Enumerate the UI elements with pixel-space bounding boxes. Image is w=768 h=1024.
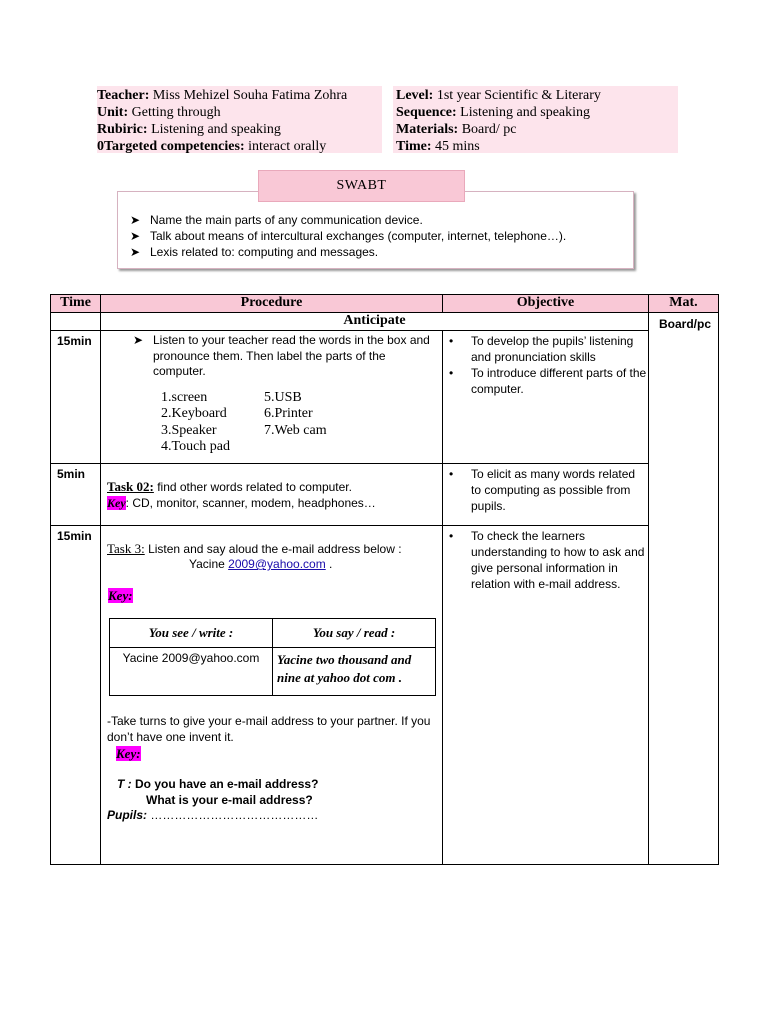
row3-task-line [107,541,402,557]
swabt-title: SWABT [258,170,465,202]
row3-key-wrap [108,588,133,604]
row3-email-name: Yacine [189,557,229,571]
section-spacer [51,313,101,331]
row2-task [101,464,442,511]
unit-line [97,104,382,121]
row3-time-cell [51,526,101,865]
teacher-value: Miss Mehizel Souha Fatima Zohra [152,88,348,103]
objective-item: • To elicit as many words related to computing as possible from pupils. [443,466,648,514]
sequence-value: Listening and speaking [460,105,591,120]
teacher-line [97,87,382,104]
row3-task-text: Listen and say aloud the e-mail address below : [144,542,402,556]
teacher-question-1 [117,776,318,792]
arrow-bullet-icon: ➤ [130,245,141,259]
word-item: 4.Touch pad [161,439,231,454]
pupils-dots: …………………………………… [147,808,319,822]
word-item: 7.Web cam [264,422,327,438]
row2-key-text: : CD, monitor, scanner, modem, headphones… [125,496,376,510]
see-write-header: You see / write : [110,619,273,648]
word-box [101,390,442,460]
unit-value: Getting through [131,105,221,120]
row2-objectives [443,464,648,514]
word-item: 1.screen [161,389,208,405]
swabt-item [130,212,566,228]
row3-objective [443,526,649,865]
header-time: Time [51,295,101,313]
time-line [393,138,678,155]
row2-time-cell [51,464,101,526]
time-label: Time: [396,139,432,154]
row1-instruction-wrap [101,331,442,380]
row3-turns-text: -Take turns to give your e-mail address to your partner. If you don’t have one invent it. [107,714,431,744]
t-question-text: Do you have an e-mail address? [131,777,319,791]
mat-value: Board/pc [659,317,712,331]
objective-item: • To develop the pupils’ listening and pronunciation skills [443,333,648,365]
swabt-item-text: Talk about means of intercultural exchanges (computer, internet, telephone…). [150,229,567,243]
mat-cell [649,313,719,865]
word-item: 2.Keyboard [161,406,227,421]
word-item: 6.Printer [264,406,313,421]
row1-time-cell [51,331,101,464]
competencies-label: 0Targeted competencies: [97,139,245,154]
row3-objectives [443,526,648,592]
see-write-value: Yacine 2009@yahoo.com [110,648,273,696]
t-label: T : [117,777,132,791]
level-value: 1st year Scientific & Literary [436,88,601,103]
row1-time: 15min [57,334,92,348]
header-objective: Objective [443,295,649,313]
row3-key-label: Key: [108,588,133,603]
teacher-question-2: What is your e-mail address? [146,793,313,807]
swabt-item [130,244,566,260]
row2-task-text: find other words related to computer. [153,480,352,494]
rubric-line [97,121,382,138]
say-read-header: You say / read : [273,619,436,648]
time-value: 45 mins [435,139,480,154]
swabt-item-text: Lexis related to: computing and messages. [150,245,379,259]
row3-procedure-wrap [101,526,442,864]
row1-procedure [101,331,443,464]
objective-item: • To introduce different parts of the computer. [443,365,648,397]
materials-label: Materials: [396,122,459,137]
header-left-block [97,86,382,153]
row3-dialogue [117,776,318,808]
word-item: 5.USB [264,389,302,405]
swabt-item [130,228,566,244]
teacher-label: Teacher: [97,88,150,103]
row3-key2-label: Key: [116,746,141,761]
level-label: Level: [396,88,434,103]
rubric-value: Listening and speaking [151,122,281,137]
row1-instruction: Listen to your teacher read the words in the box and pronounce them. Then label the parts of the computer. [153,333,430,378]
row3-task-label: Task 3: [107,541,145,556]
row2-key-line [107,495,442,511]
level-line [393,87,678,104]
row3-email-line [189,557,332,571]
header-mat: Mat. [649,295,719,313]
arrow-bullet-icon: ➤ [133,333,144,347]
materials-value: Board/ pc [461,122,517,137]
arrow-bullet-icon: ➤ [130,213,141,227]
rubric-label: Rubiric: [97,122,148,137]
sequence-label: Sequence: [396,105,457,120]
word-list-left [161,390,230,456]
row1-objectives [443,331,648,397]
materials-line [393,121,678,138]
row1-objective [443,331,649,464]
sequence-line [393,104,678,121]
see-say-table [109,618,436,696]
row2-task-line [107,479,442,495]
pupils-label: Pupils: [107,808,148,822]
pupils-line [107,808,318,822]
header-procedure: Procedure [101,295,443,313]
row2-objective [443,464,649,526]
section-anticipate: Anticipate [101,313,649,331]
row2-task-label: Task 02: [107,479,154,494]
row3-procedure [101,526,443,865]
unit-label: Unit: [97,105,129,120]
swabt-item-text: Name the main parts of any communication device. [150,213,423,227]
word-list-right [264,390,327,440]
row3-time: 15min [57,529,92,543]
word-item: 3.Speaker [161,422,217,438]
row2-procedure [101,464,443,526]
lesson-plan-table [50,294,719,865]
competencies-line [97,138,382,155]
objective-item: • To check the learners understanding to how to ask and give personal information in relation with e-mail address. [443,528,648,592]
say-read-value: Yacine two thousand and nine at yahoo dot com . [273,648,436,696]
row2-time: 5min [57,467,86,481]
row2-key-label: Key [107,496,126,510]
row3-email-end: . [325,557,333,571]
competencies-value: interact orally [248,139,327,154]
arrow-bullet-icon: ➤ [130,229,141,243]
row3-key2-wrap [116,746,141,762]
header-right-block [393,86,678,153]
swabt-list [130,212,566,260]
email-link[interactable]: 2009@yahoo.com [228,557,326,571]
